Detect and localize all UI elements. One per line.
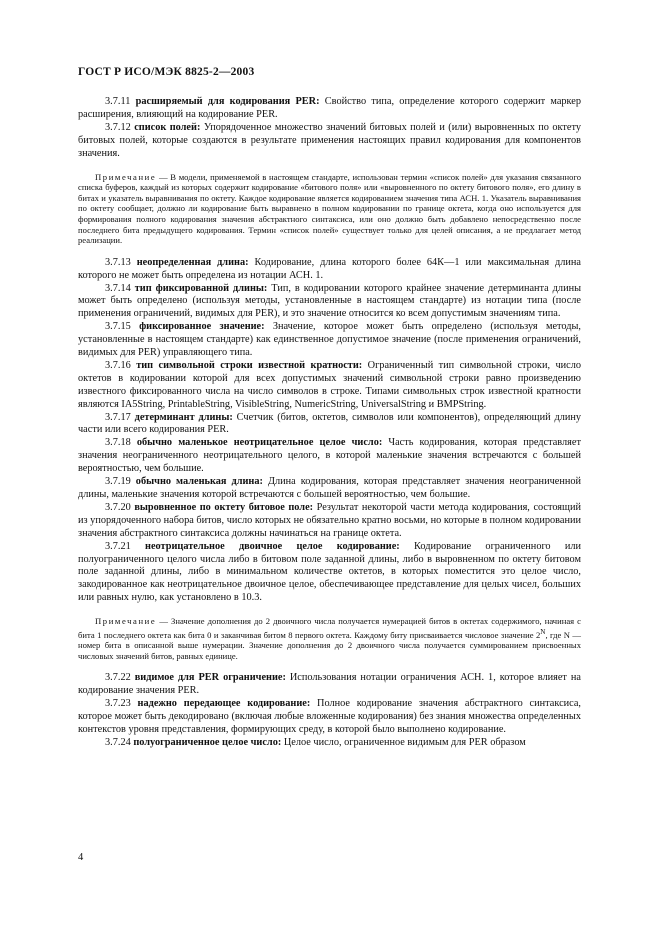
- term-title: обычно маленькая длина:: [135, 476, 263, 488]
- term-title: полуограниченное целое число:: [133, 736, 282, 748]
- term-title: тип фиксированной длины:: [134, 282, 268, 294]
- document-header: ГОСТ Р ИСО/МЭК 8825-2—2003: [78, 66, 255, 78]
- term-3-7-19: 3.7.19 обычно маленькая длина: Длина кодирования, которая представляет значения неограниченной длины, маленькие значения которой встречаются с большей вероятностью, чем большие.: [78, 476, 582, 500]
- term-title: фиксированное значение:: [139, 321, 265, 333]
- term-title: расширяемый для кодирования PER:: [135, 96, 320, 107]
- note-label: Примечание: [95, 171, 157, 182]
- term-3-7-15: 3.7.15 фиксированное значение: Значение, которое может быть определено (используя методы, установленные в настоящем стандарте) как единственное допустимое значение (после применения ограничений, видимых для PER) управляющего типа.: [78, 321, 581, 359]
- term-title: список полей:: [134, 121, 201, 133]
- term-3-7-20: 3.7.20 выровненное по октету битовое поле: Результат некоторой части метода кодирования, состоящий из упорядоченного набора битов, число которых не обязательно кратно восьми, но которые в полном кодировании значения абстрактного синтаксиса должны начинаться на границе октета.: [78, 501, 581, 539]
- page-number: 4: [78, 852, 84, 863]
- note-label: Примечание: [95, 616, 157, 627]
- page-body: [78, 96, 581, 750]
- term-title: видимое для PER ограничение:: [134, 672, 286, 684]
- term-3-7-18: 3.7.18 обычно маленькое неотрицательное целое число: Часть кодирования, которая представляет значения неограниченного неотрицательного целого, в которой маленькие значения встречаются с большей вероятностью, чем большие.: [78, 437, 581, 475]
- term-title: детерминант длины:: [134, 411, 233, 423]
- term-title: тип символьной строки известной кратности:: [136, 359, 363, 371]
- term-3-7-13: 3.7.13 неопределенная длина: Кодирование, длина которого более 64К—1 или максимальная длина которого не может быть определена из нотации АСН. 1.: [78, 256, 582, 281]
- term-3-7-22: 3.7.22 видимое для PER ограничение: Использования нотации ограничения АСН. 1, которое влияет на кодирование значения PER.: [78, 672, 581, 697]
- term-3-7-11: 3.7.11 расширяемый для кодирования PER: Свойство типа, определение которого содержит маркер расширения, влияющий на кодирование PER.: [78, 96, 582, 120]
- term-3-7-14: 3.7.14 тип фиксированной длины: Тип, в кодировании которого крайнее значение детерминанта длины может быть определено (используя методы, установленные в настоящем стандарте) из нотации типа (после применения ограничений, видимых для PER), и это значение относится ко всем допустимым значениям типа.: [78, 282, 582, 320]
- term-3-7-17: 3.7.17 детерминант длины: Счетчик (битов, октетов, символов или компонентов), определяющий длину части или всего кодирования PER.: [78, 411, 582, 436]
- term-title: обычно маленькое неотрицательное целое число:: [136, 437, 383, 449]
- term-3-7-16: 3.7.16 тип символьной строки известной кратности: Ограниченный тип символьной строки, число октетов в кодировании которой для всех допустимых значений символьной строки равно произведению известного фиксированного числа на число символов в строке. Типами символьных строк известной кратности являются IA5String, PrintableString, VisibleString, NumericString, UniversalString и BMPString.: [78, 359, 581, 410]
- term-title: выровненное по октету битовое поле:: [134, 501, 314, 513]
- term-3-7-23: 3.7.23 надежно передающее кодирование: Полное кодирование значения абстрактного синтаксиса, которое может быть декодировано (включая любые вложенные кодирования) без знания множества определенных контекстов уровня представления, формирующих среду, в которой было выполнено кодирование.: [78, 698, 582, 736]
- exponent: N: [540, 627, 546, 636]
- term-title: надежно передающее кодирование:: [137, 698, 311, 710]
- term-3-7-21: 3.7.21 неотрицательное двоичное целое кодирование: Кодирование ограниченного или полуограниченного целого числа либо в битовом поле заданной длины, либо в выровненном по октету битовом поле заданной длины, либо в минимальном количестве октетов, в которых поместится это целое число, закодированное как неотрицательное двоичное целое, обеспечивающее представление для целых чисел, больших или равных нулю, как установлено в 10.3.: [78, 540, 582, 604]
- term-3-7-24: 3.7.24 полуограниченное целое число: Целое число, ограниченное видимым для PER образом: [105, 736, 526, 748]
- note-field-list: Примечание — В модели, применяемой в настоящем стандарте, использован термин «список полей» для указания связанного списка буферов, каждый из которых содержит кодирование «битового поля» или «выровненного по октету битового поля», его длину в битах и указатель выравнивания по октету. Каждое кодирование является кодированием значения типа АСН. 1. Указатель выравнивания по октету сообщает, должно ли кодирование быть выравнено в полном кодировании по границе октета, когда оно используется для формирования полного кодирования значения абстрактного синтаксиса, или оно должно быть добавлено непосредственно после последнего бита предыдущего кодирования. Термин «список полей» существует только для целей описания, а не предлагает метод реализации.: [78, 171, 581, 246]
- term-3-7-12: 3.7.12 список полей: Упорядоченное множество значений битовых полей и (или) выровненных по октету битовых полей, которые создаются в результате применения настоящих правил кодирования для компонентов значения.: [78, 121, 581, 159]
- note-twos-complement: Примечание — Значение дополнения до 2 двоичного числа получается нумерацией битов в октетах содержимого, начиная с бита 1 последнего октета как бита 0 и заканчивая битом 8 первого октета. Каждому биту присваивается числовое значение $2^N$, где N — номер бита в описанной выше нумерации. Значение дополнения до 2 двоичного числа получается суммированием присвоенных числовых значений битов, равных единице.: [78, 616, 581, 661]
- term-title: неопределенная длина:: [136, 256, 249, 268]
- term-title: неотрицательное двоичное целое кодирование:: [145, 540, 400, 552]
